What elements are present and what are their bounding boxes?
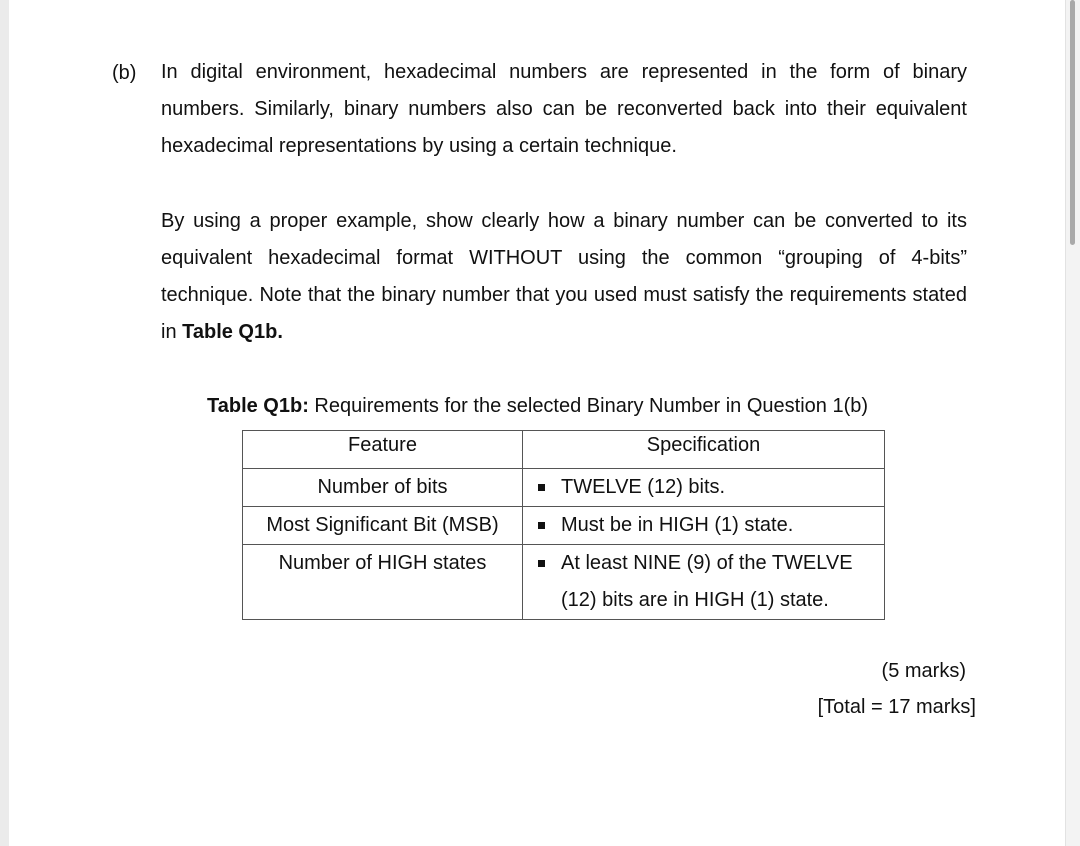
question-label: (b): [112, 62, 137, 84]
requirements-table: [242, 430, 885, 620]
scrollbar-track[interactable]: [1065, 0, 1080, 846]
table-reference: Table Q1b.: [182, 321, 283, 343]
bullet-icon: [538, 560, 545, 567]
specification-text: TWELVE (12) bits.: [561, 476, 726, 498]
specification-text: (12) bits are in HIGH (1) state.: [561, 589, 829, 611]
scrollbar-thumb[interactable]: [1070, 0, 1075, 245]
specification-text: Must be in HIGH (1) state.: [561, 514, 794, 536]
page-left-edge: [0, 0, 9, 846]
specification-cell: [523, 469, 885, 507]
table-row: [243, 545, 885, 620]
header-feature: Feature: [243, 431, 523, 469]
bullet-icon: [538, 522, 545, 529]
question-paragraph-task: [161, 203, 967, 351]
specification-cell: [523, 545, 885, 620]
table-caption: [207, 394, 868, 418]
table-header-row: [243, 431, 885, 469]
bullet-icon: [538, 484, 545, 491]
feature-cell: Number of bits: [243, 469, 523, 507]
task-text: By using a proper example, show clearly how a binary number can be converted to its equivalent hexadecimal format WITHOUT using the common “grouping of 4-bits” technique. Note that the binary number that you used must satisfy the requirements stated in: [161, 210, 967, 343]
specification-text: At least NINE (9) of the TWELVE: [561, 552, 853, 574]
total-marks: [Total = 17 marks]: [817, 696, 976, 718]
specification-cell: [523, 507, 885, 545]
table-caption-text: Requirements for the selected Binary Number in Question 1(b): [308, 395, 869, 417]
table-row: [243, 469, 885, 507]
table-row: [243, 507, 885, 545]
question-marks: (5 marks): [881, 660, 966, 682]
feature-cell: Most Significant Bit (MSB): [243, 507, 523, 545]
feature-cell: Number of HIGH states: [243, 545, 523, 620]
question-paragraph-intro: In digital environment, hexadecimal numbers are represented in the form of binary numbers. Similarly, binary numbers also can be reconverted back into their equivalent hexadecimal representations by using a certain technique.: [161, 61, 967, 157]
table-caption-label: Table Q1b:: [207, 395, 309, 417]
header-specification: Specification: [523, 431, 885, 469]
